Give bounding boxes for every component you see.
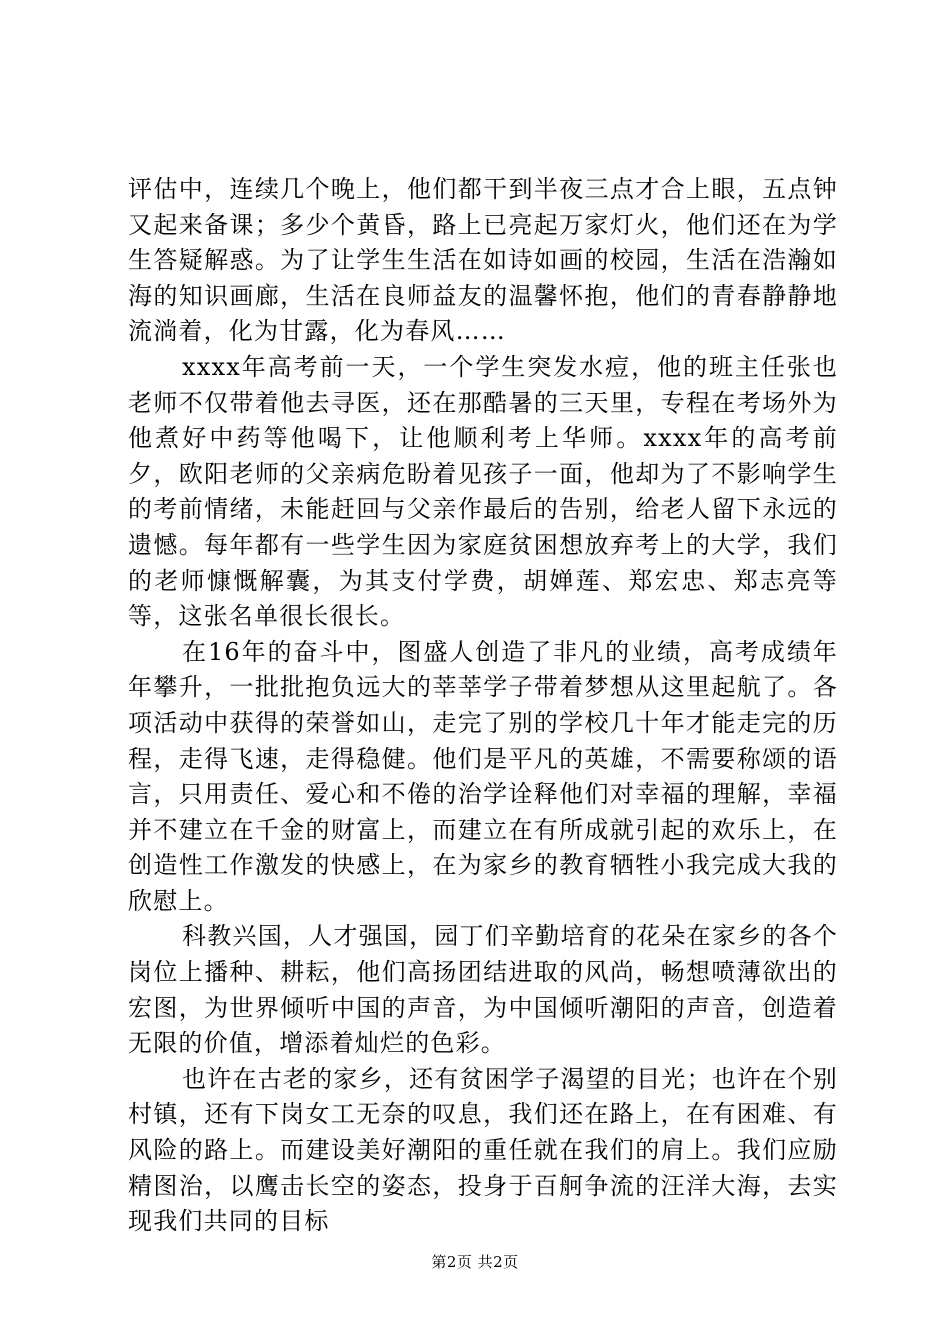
paragraph: 科教兴国，人才强国，园丁们辛勤培育的花朵在家乡的各个岗位上播种、耕耘，他们高扬团结进取的风尚，畅想喷薄欲出的宏图，为世界倾听中国的声音，为中国倾听潮阳的声音，创造着无限的价值，增添着灿烂的色彩。 — [128, 922, 838, 1058]
paragraph: 在16年的奋斗中，图盛人创造了非凡的业绩，高考成绩年年攀升，一批批抱负远大的莘莘学子带着梦想从这里起航了。各项活动中获得的荣誉如山，走完了别的学校几十年才能走完的历程，走得飞速，走得稳健。他们是平凡的英雄，不需要称颂的语言，只用责任、爱心和不倦的治学诠释他们对幸福的理解，幸福并不建立在千金的财富上，而建立在有所成就引起的欢乐上，在创造性工作激发的快感上，在为家乡的教育牺牲小我完成大我的欣慰上。 — [128, 637, 838, 915]
document-body — [128, 172, 838, 1240]
paragraph: 也许在古老的家乡，还有贫困学子渴望的目光；也许在个别村镇，还有下岗女工无奈的叹息，我们还在路上，在有困难、有风险的路上。而建设美好潮阳的重任就在我们的肩上。我们应励精图治，以鹰击长空的姿态，投身于百舸争流的汪洋大海，去实现我们共同的目标 — [128, 1064, 838, 1236]
paragraph: 评估中，连续几个晚上，他们都干到半夜三点才合上眼，五点钟又起来备课；多少个黄昏，路上已亮起万家灯火，他们还在为学生答疑解惑。为了让学生生活在如诗如画的校园，生活在浩瀚如海的知识画廊，生活在良师益友的温馨怀抱，他们的青春静静地流淌着，化为甘露，化为春风…… — [128, 175, 838, 346]
paragraph: xxxx年高考前一天，一个学生突发水痘，他的班主任张也老师不仅带着他去寻医，还在那酷暑的三天里，专程在考场外为他煮好中药等他喝下，让他顺利考上华师。xxxx年的高考前夕，欧阳老师的父亲病危盼着见孩子一面，他却为了不影响学生的考前情绪，未能赶回与父亲作最后的告别，给老人留下永远的遗憾。每年都有一些学生因为家庭贫困想放弃考上的大学，我们的老师慷慨解囊，为其支付学费，胡婵莲、郑宏忠、郑志亮等等，这张名单很长很长。 — [128, 352, 838, 631]
page-number-footer: 第2页 共2页 — [431, 1253, 519, 1271]
